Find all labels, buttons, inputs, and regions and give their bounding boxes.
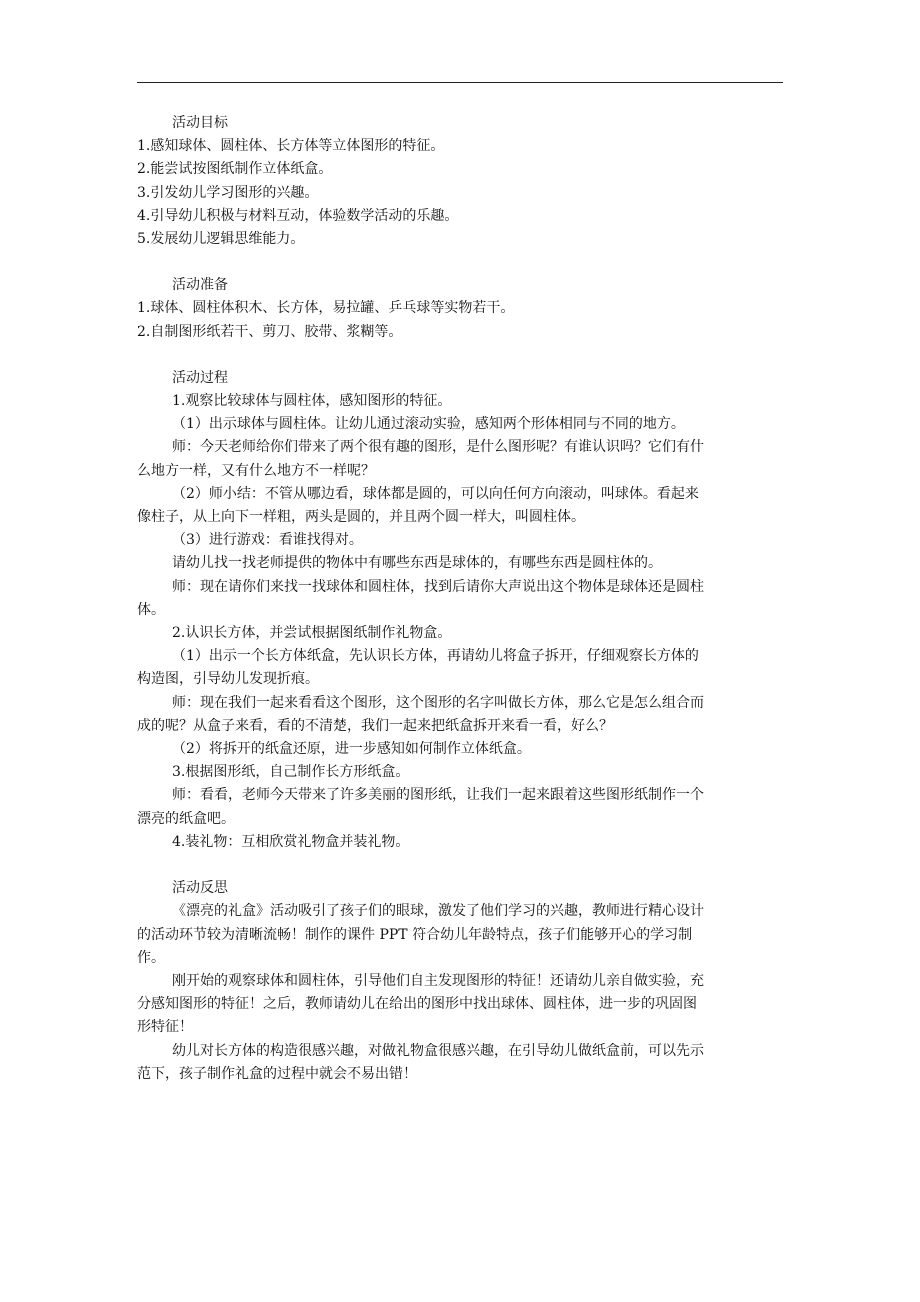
goal-item: 5.发展幼儿逻辑思维能力。 <box>137 231 305 248</box>
process-dialogue: 师：看看，老师今天带来了许多美丽的图形纸，让我们一起来跟着这些图形纸制作一个 <box>172 787 704 804</box>
reflection-section <box>137 877 783 1086</box>
goals-section <box>137 112 783 251</box>
document-body <box>137 112 783 1086</box>
process-dialogue: 师：现在我们一起来看看这个图形，这个图形的名字叫做长方体，那么它是怎么组合而 <box>172 694 704 711</box>
reflection-heading: 活动反思 <box>172 880 228 897</box>
process-step: 2.认识长方体，并尝试根据图纸制作礼物盒。 <box>172 625 452 642</box>
reflection-paragraph-cont: 作。 <box>137 949 165 966</box>
process-substep: （1）出示球体与圆柱体。让幼儿通过滚动实验，感知两个形体相同与不同的地方。 <box>172 416 685 433</box>
reflection-paragraph: 刚开始的观察球体和圆柱体，引导他们自主发现图形的特征！还请幼儿亲自做实验，充 <box>172 972 704 989</box>
reflection-paragraph-cont: 分感知图形的特征！之后，教师请幼儿在给出的图形中找出球体、圆柱体，进一步的巩固图 <box>137 996 697 1013</box>
reflection-paragraph-cont: 的活动环节较为清晰流畅！制作的课件 PPT 符合幼儿年龄特点，孩子们能够开心的学习制 <box>137 926 693 943</box>
reflection-paragraph-cont: 范下，孩子制作礼盒的过程中就会不易出错！ <box>137 1065 417 1082</box>
process-dialogue: 师：现在请你们来找一找球体和圆柱体，找到后请你大声说出这个物体是球体还是圆柱 <box>172 578 704 595</box>
process-substep: （2）将拆开的纸盒还原，进一步感知如何制作立体纸盒。 <box>172 741 531 758</box>
process-step: 3.根据图形纸，自己制作长方形纸盒。 <box>172 764 410 781</box>
process-substep: （2）师小结：不管从哪边看，球体都是圆的，可以向任何方向滚动，叫球体。看起来 <box>172 485 699 502</box>
process-text: 请幼儿找一找老师提供的物体中有哪些东西是球体的，有哪些东西是圆柱体的。 <box>172 555 662 572</box>
goal-item: 4.引导幼儿积极与材料互动，体验数学活动的乐趣。 <box>137 207 459 224</box>
goal-item: 3.引发幼儿学习图形的兴趣。 <box>137 184 319 201</box>
reflection-paragraph-cont: 形特征！ <box>137 1019 193 1036</box>
header-rule <box>137 82 783 83</box>
process-dialogue: 师：今天老师给你们带来了两个很有趣的图形，是什么图形呢？有谁认识吗？它们有什 <box>172 439 704 456</box>
process-section <box>137 367 783 854</box>
prep-item: 1.球体、圆柱体积木、长方体，易拉罐、乒乓球等实物若干。 <box>137 300 515 317</box>
reflection-paragraph: 《漂亮的礼盒》活动吸引了孩子们的眼球，激发了他们学习的兴趣，教师进行精心设计 <box>172 903 704 920</box>
goal-item: 2.能尝试按图纸制作立体纸盒。 <box>137 161 333 178</box>
process-dialogue-cont: 漂亮的纸盒吧。 <box>137 810 235 827</box>
reflection-paragraph: 幼儿对长方体的构造很感兴趣，对做礼物盒很感兴趣，在引导幼儿做纸盒前，可以先示 <box>172 1042 704 1059</box>
process-substep: （1）出示一个长方体纸盒，先认识长方体，再请幼儿将盒子拆开，仔细观察长方体的 <box>172 648 699 665</box>
process-dialogue-cont: 体。 <box>137 601 165 618</box>
process-heading: 活动过程 <box>172 369 228 386</box>
process-substep: （3）进行游戏：看谁找得对。 <box>172 532 363 549</box>
prep-heading: 活动准备 <box>172 277 228 294</box>
process-step: 1.观察比较球体与圆柱体，感知图形的特征。 <box>172 393 452 410</box>
process-step: 4.装礼物：互相欣赏礼物盒并装礼物。 <box>172 833 410 850</box>
prep-item: 2.自制图形纸若干、剪刀、胶带、浆糊等。 <box>137 323 403 340</box>
process-dialogue-cont: 么地方一样，又有什么地方不一样呢？ <box>137 462 375 479</box>
prep-section <box>137 274 783 344</box>
process-dialogue-cont: 成的呢？从盒子来看，看的不清楚，我们一起来把纸盒拆开来看一看，好么？ <box>137 717 613 734</box>
process-substep-cont: 构造图，引导幼儿发现折痕。 <box>137 671 319 688</box>
goals-heading: 活动目标 <box>172 115 228 131</box>
process-substep-cont: 像柱子，从上向下一样粗，两头是圆的，并且两个圆一样大，叫圆柱体。 <box>137 509 585 526</box>
goal-item: 1.感知球体、圆柱体、长方体等立体图形的特征。 <box>137 138 445 155</box>
